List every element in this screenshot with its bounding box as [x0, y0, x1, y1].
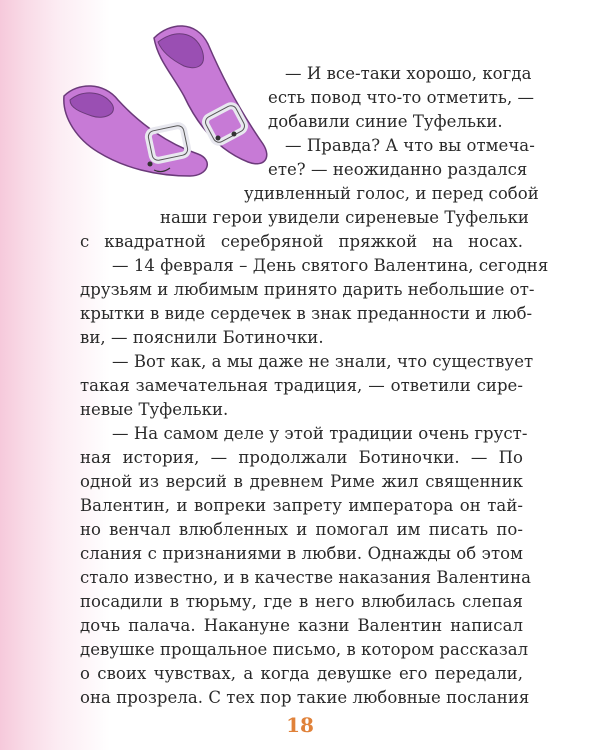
text-line: она прозрела. С тех пор такие любовные послания: [80, 688, 530, 707]
text-line: невые Туфельки.: [80, 400, 229, 419]
text-line: дочь палача. Накануне казни Валентин написал: [80, 616, 523, 635]
text-line: — Вот как, а мы даже не знали, что существует: [112, 352, 534, 371]
text-line: ви, — пояснили Ботиночки.: [80, 328, 324, 347]
text-line: друзьям и любимым принято дарить небольшие от-: [80, 280, 535, 299]
text-line: с квадратной серебряной пряжкой на носах.: [80, 232, 523, 251]
text-line: добавили синие Туфельки.: [268, 112, 503, 131]
text-line: девушке прощальное письмо, в котором рассказал: [80, 640, 529, 659]
purple-shoes-illustration: [58, 16, 278, 196]
text-line: Валентин, и вопреки запрету императора он тай-: [80, 496, 523, 515]
text-line: — 14 февраля – День святого Валентина, сегодня: [112, 256, 549, 275]
text-line: — На самом деле у этой традиции очень груст-: [112, 424, 528, 443]
text-line: удивленный голос, и перед собой: [244, 184, 539, 203]
text-line: — Правда? А что вы отмеча-: [285, 136, 535, 155]
text-line: ете? — неожиданно раздался: [268, 160, 528, 179]
text-line: есть повод что-то отметить, —: [268, 88, 535, 107]
text-line: крытки в виде сердечек в знак преданности и люб-: [80, 304, 533, 323]
text-line: слания с признаниями в любви. Однажды об этом: [80, 544, 523, 563]
text-line: стало известно, и в качестве наказания Валентина: [80, 568, 532, 587]
text-line: посадили в тюрьму, где в него влюбилась слепая: [80, 592, 523, 611]
text-line: одной из версий в древнем Риме жил священник: [80, 472, 523, 491]
text-line: но венчал влюбленных и помогал им писать по-: [80, 520, 523, 539]
page-number: 18: [286, 713, 314, 737]
text-line: ная история, — продолжали Ботиночки. — По: [80, 448, 523, 467]
text-line: о своих чувствах, а когда девушке его передали,: [80, 664, 523, 683]
text-line: — И все-таки хорошо, когда: [285, 64, 532, 83]
text-line: такая замечательная традиция, — ответили сире-: [80, 376, 523, 395]
text-line: наши герои увидели сиреневые Туфельки: [160, 208, 529, 227]
